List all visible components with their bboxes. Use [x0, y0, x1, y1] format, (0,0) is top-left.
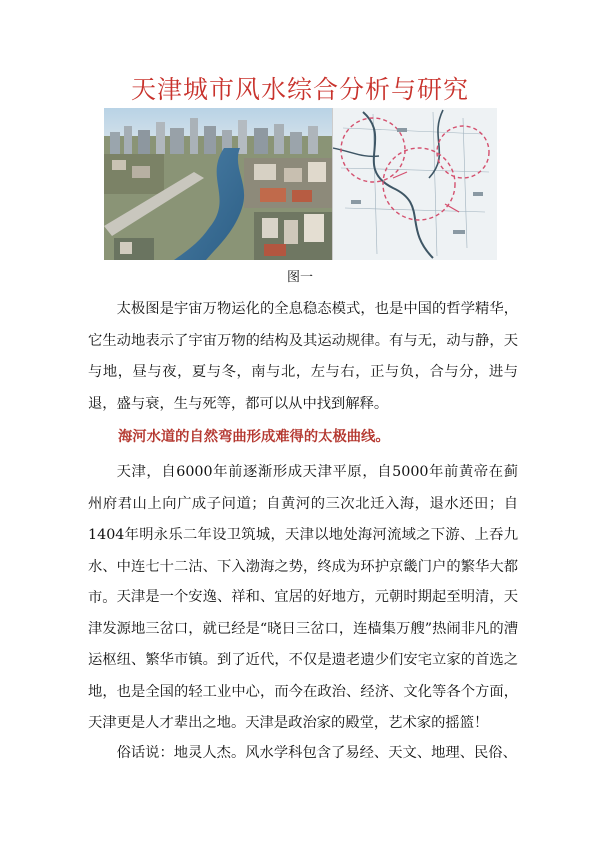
- paragraph-history: 天津，自6000年前逐渐形成天津平原，自5000年前黄帝在蓟州府君山上向广成子问道；自黄河的三次北迁入海，退水还田；自1404年明永乐二年设卫筑城，天津以地处海河流域之下游、上吞九水、中连七十二沽、下入渤海之势，终成为环护京畿门户的繁华大都市。: [88, 464, 518, 606]
- historic-river-map: [332, 108, 497, 260]
- paragraph-tianjin-city: 天津是一个安逸、祥和、宜居的好地方，元朝时期起至明清，天津发源地三岔口，就已经是“晓日三岔口，连樯集万艘”热闹非凡的漕运枢纽、繁华市镇。到了近代，不仅是遗老遗少们安宅立家的首选之地，也是全国的轻工业中心，而今在政治、经济、文化等各个方面，天津更是人才辈出之地。天津是政治家的殿堂，艺术家的摇篮！: [88, 589, 518, 731]
- section-heading: 海河水道的自然弯曲形成难得的太极曲线。: [118, 429, 390, 445]
- aerial-city-photo: [104, 108, 332, 260]
- figure-caption: 图一: [286, 270, 313, 285]
- page-title: 天津城市风水综合分析与研究: [130, 75, 469, 104]
- paragraph-taiji: 太极图是宇宙万物运化的全息稳态模式，也是中国的哲学精华，它生动地表示了宇宙万物的结构及其运动规律。有与无，动与静，天与地，昼与夜，夏与冬，南与北，左与右，正与负，合与分，进与退，盛与衰，生与死等，都可以从中找到解释。: [88, 301, 518, 412]
- figure-one: [104, 108, 496, 260]
- paragraph-saying: 俗话说：地灵人杰。风水学科包含了易经、天文、地理、民俗、: [116, 745, 517, 761]
